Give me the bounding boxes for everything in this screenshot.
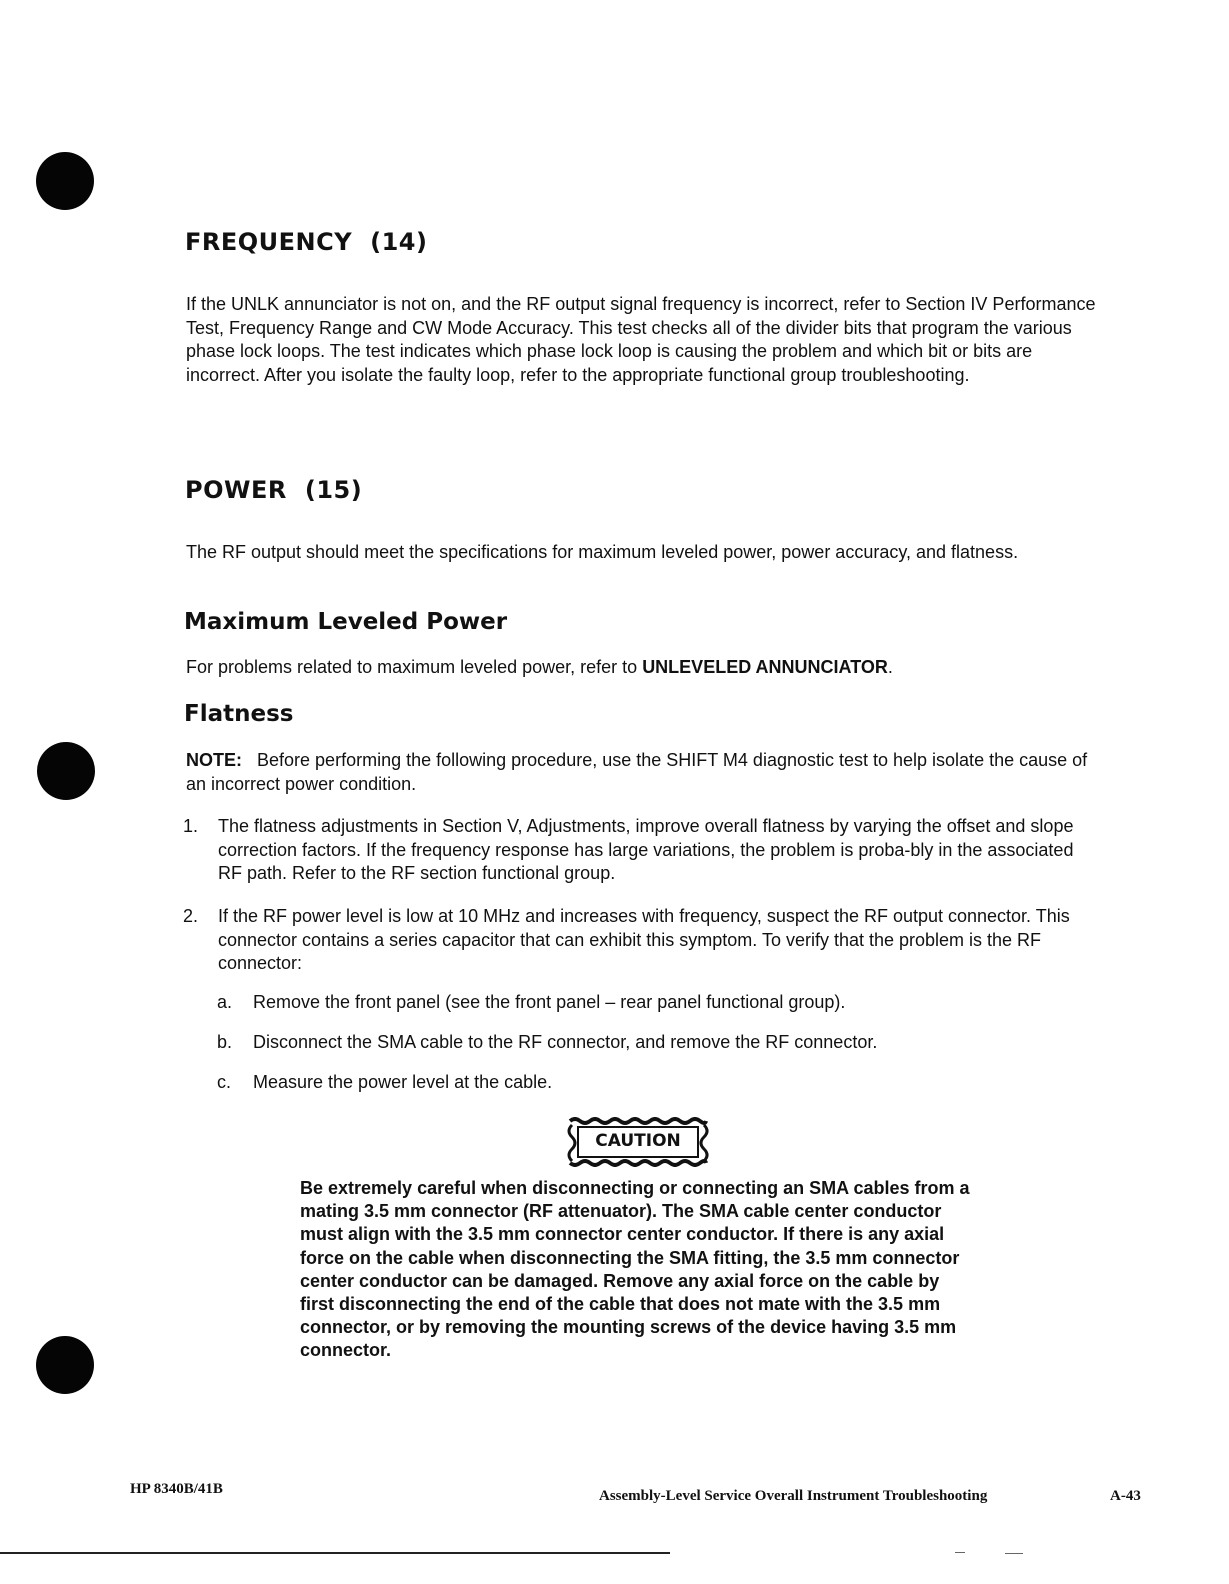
footer-rule — [0, 1552, 670, 1554]
substep-letter: c. — [217, 1072, 232, 1092]
step-number: 1. — [183, 816, 199, 836]
flatness-substep-c — [217, 1071, 552, 1095]
flatness-heading: Flatness — [184, 701, 294, 727]
note-label: NOTE: — [186, 750, 242, 770]
power-body: The RF output should meet the specifications for maximum leveled power, power accuracy, and flatness. — [186, 542, 1019, 562]
frequency-body: If the UNLK annunciator is not on, and the RF output signal frequency is incorrect, refer to Section IV Performance Test, Frequency Range and CW Mode Accuracy. This test checks all of the divider bits that program the various phase lock loops. The test indicates which phase lock loop is causing the problem and which bit or bits are incorrect. After you isolate the faulty loop, refer to the appropriate functional group troubleshooting. — [186, 294, 1096, 385]
substep-letter: b. — [217, 1032, 233, 1052]
substep-text: Measure the power level at the cable. — [253, 1072, 553, 1092]
footer-model: HP 8340B/41B — [130, 1481, 223, 1497]
power-title: POWER — [185, 476, 287, 504]
footer-page-number: A-43 — [1110, 1488, 1141, 1504]
flatness-substep-a — [217, 991, 845, 1015]
substep-text: Remove the front panel (see the front panel – rear panel functional group). — [253, 992, 846, 1012]
caution-label: CAUTION — [595, 1131, 681, 1151]
substep-text: Disconnect the SMA cable to the RF connector, and remove the RF connector. — [253, 1032, 878, 1052]
note-text: Before performing the following procedure, use the SHIFT M4 diagnostic test to help isolate the cause of an incorrect power condition. — [186, 750, 1088, 794]
max-leveled-power-body — [186, 656, 1098, 680]
footer-mark — [1005, 1553, 1023, 1554]
step-text: The flatness adjustments in Section V, Adjustments, improve overall flatness by varying the offset and slope correction factors. If the frequency response has large variations, the problem is proba-bly in the associated RF path. Refer to the RF section functional group. — [218, 816, 1074, 883]
unleveled-annunciator-ref: UNLEVELED ANNUNCIATOR — [642, 657, 888, 677]
frequency-heading — [185, 228, 427, 256]
binder-hole-top — [36, 152, 94, 210]
step-number: 2. — [183, 906, 199, 926]
power-heading — [185, 476, 362, 504]
caution-symbol — [566, 1117, 710, 1167]
binder-hole-middle — [37, 742, 95, 800]
flatness-step-2 — [183, 905, 1098, 976]
max-leveled-power-suffix: . — [887, 657, 893, 677]
binder-hole-bottom — [36, 1336, 94, 1394]
footer-chapter: Assembly-Level Service Overall Instrument Troubleshooting — [599, 1488, 988, 1504]
max-leveled-power-prefix: For problems related to maximum leveled power, refer to — [186, 657, 643, 677]
max-leveled-power-heading: Maximum Leveled Power — [184, 609, 508, 635]
frequency-title: FREQUENCY — [185, 228, 353, 256]
step-text: If the RF power level is low at 10 MHz and increases with frequency, suspect the RF output connector. This connector contains a series capacitor that can exhibit this symptom. To verify that the problem is the RF connector: — [218, 906, 1070, 973]
caution-text: Be extremely careful when disconnecting or connecting an SMA cables from a mating 3.5 mm connector (RF attenuator). The SMA cable center conductor must align with the 3.5 mm connector center conductor. If there is any axial force on the cable when disconnecting the SMA fitting, the 3.5 mm connector center conductor can be damaged. Remove any axial force on the cable by first disconnecting the end of the cable that does not mate with the 3.5 mm connector, or by removing the mounting screws of the device having 3.5 mm connector. — [300, 1178, 970, 1361]
flatness-substep-b — [217, 1031, 877, 1055]
frequency-number: (14) — [370, 228, 428, 256]
flatness-step-1 — [183, 815, 1098, 886]
flatness-note — [186, 749, 1098, 796]
power-number: (15) — [304, 476, 363, 504]
footer-mark — [955, 1552, 965, 1553]
substep-letter: a. — [217, 992, 233, 1012]
